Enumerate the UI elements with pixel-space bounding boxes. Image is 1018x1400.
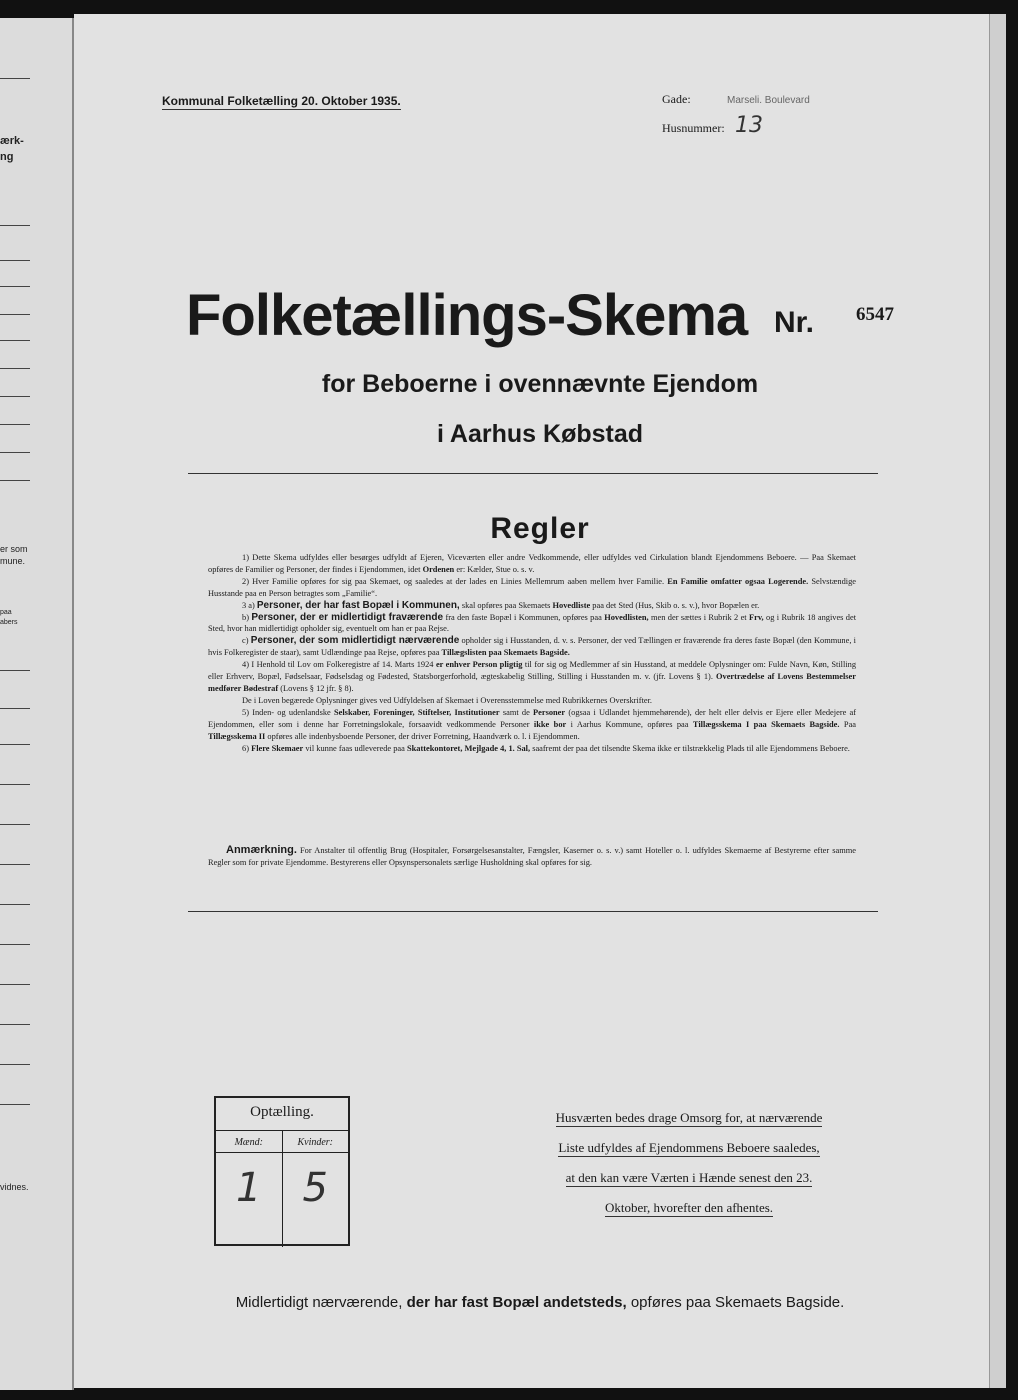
landlord-notice bbox=[514, 1110, 864, 1230]
rule-6: 6) Flere Skemaer vil kunne faas udleverede paa Skattekontoret, Mejlgade 4, 1. Sal, saafremt der paa det tilsendte Skema ikke er tilstrækkelig Plads til alle Ejendommens Beboere. bbox=[242, 743, 850, 753]
left-rule bbox=[0, 1104, 30, 1105]
left-rule bbox=[0, 340, 30, 341]
rule-1: 1) Dette Skema udfyldes eller besørges udfyldt af Ejeren, Viceværten eller andre Vedkommende, eller udfyldes ved Cirkulation blandt Ejendommens Beboere. — Paa Skemaet opføres de Familier og Personer, der findes i Ejendommen, idet Ordenen er: Kælder, Stue o. s. v. bbox=[208, 553, 856, 574]
left-rule bbox=[0, 1064, 30, 1065]
house-number-row bbox=[662, 113, 810, 138]
street-row bbox=[662, 92, 810, 107]
left-rule bbox=[0, 984, 30, 985]
men-label: Mænd: bbox=[216, 1131, 282, 1153]
form-number: 6547 bbox=[856, 304, 894, 325]
rules-text bbox=[208, 552, 856, 754]
left-fragment: mune. bbox=[0, 556, 26, 566]
left-rule bbox=[0, 396, 30, 397]
footer-part: Midlertidigt nærværende, bbox=[235, 1294, 403, 1311]
divider bbox=[188, 911, 878, 912]
left-rule bbox=[0, 824, 30, 825]
form-subtitle: for Beboerne i ovennævnte Ejendom bbox=[321, 370, 759, 398]
left-rule bbox=[0, 670, 30, 671]
count-columns bbox=[216, 1131, 348, 1247]
remark-text: For Anstalter til offentlig Brug (Hospitaler, Forsørgelsesanstalter, Fængsler, Kaserner o. s. v.) samt Hoteller o. l. udfyldes Skemaerne af Bestyrerne efter samme Regler som for private Ejendomme. Bestyrerens eller Opsynspersonalets særlige Husholdning skal opføres for sig. bbox=[208, 846, 856, 867]
left-rule bbox=[0, 944, 30, 945]
left-rule bbox=[0, 1024, 30, 1025]
rule-3a: 3 a) Personer, der har fast Bopæl i Kommunen, skal opføres paa Skemaets Hovedliste paa det Sted (Hus, Skib o. s. v.), hvor Bopælen er. bbox=[242, 599, 760, 611]
landlord-line: Oktober, hvorefter den afhentes. bbox=[604, 1200, 774, 1215]
remark bbox=[208, 845, 856, 869]
street-label: Gade: bbox=[662, 92, 691, 106]
left-rule bbox=[0, 904, 30, 905]
rule-3b: b) Personer, der er midlertidigt fraværende fra den faste Bopæl i Kommunen, opføres paa Hovedlisten, men der sættes i Rubrik 2 et Frv, og i Rubrik 18 angives det Sted, hvor han midlertidigt opholder sig, eventuelt om han er paa Rejse. bbox=[208, 611, 857, 634]
page-edge bbox=[989, 14, 1006, 1388]
men-column bbox=[216, 1131, 282, 1247]
left-fragment: vidnes. bbox=[0, 1182, 29, 1192]
women-column bbox=[282, 1131, 349, 1247]
left-rule bbox=[0, 784, 30, 785]
divider bbox=[188, 473, 878, 474]
women-label: Kvinder: bbox=[283, 1131, 349, 1153]
census-date-header: Kommunal Folketælling 20. Oktober 1935. bbox=[162, 94, 401, 108]
footer-part-bold: der har fast Bopæl andetsteds, bbox=[406, 1294, 627, 1311]
rule-4-cont: De i Loven begærede Oplysninger gives ved Udfyldelsen af Skemaet i Overensstemmelse med Rubrikkernes Overskrifter. bbox=[242, 695, 653, 705]
rule-5: 5) Inden- og udenlandske Selskaber, Foreninger, Stiftelser, Institutioner samt de Personer (ogsaa i Udlandet hjemmehørende), der helt eller delvis er Ejere eller Medejere af Ejendommen, eller som i denne har Forretningslokale, forsaavidt vedkommende Personer ikke bor i Aarhus Kommune, opføres paa Tillægsskema I paa Skemaets Bagside. Paa Tillægsskema II opføres alle indenbysboende Personer, der driver Forretning, Haandværk o. l. i Ejendommen. bbox=[208, 707, 857, 741]
form-title: Folketællings-Skema bbox=[186, 283, 748, 348]
street-value: Marseli. Boulevard bbox=[727, 95, 810, 106]
landlord-line: Husværten bedes drage Omsorg for, at nærværende bbox=[555, 1110, 823, 1125]
left-rule bbox=[0, 78, 30, 79]
left-fragment: paa bbox=[0, 609, 12, 616]
left-rule bbox=[0, 452, 30, 453]
rule-2: 2) Hver Familie opføres for sig paa Skemaet, og saaledes at der lades en Linies Mellemrum aaben mellem hver Familie. En Familie omfatter ogsaa Logerende. Selvstændige Husstande paa en Person betragtes som „Familie“. bbox=[208, 576, 857, 598]
census-form-page bbox=[74, 14, 1006, 1388]
count-box bbox=[214, 1096, 350, 1246]
house-number-value: 13 bbox=[735, 113, 763, 138]
left-fragment: ærk- bbox=[0, 135, 24, 147]
left-rule bbox=[0, 424, 30, 425]
house-number-label: Husnummer: bbox=[662, 121, 725, 135]
rule-4: 4) I Henhold til Lov om Folkeregistre af 14. Marts 1924 er enhver Person pligtig til for sig og Medlemmer af sin Husstand, at meddele Oplysninger om: Fulde Navn, Køn, Stilling eller Erhverv, Bopæl, Fødselsaar, Fødselsdag og Fødested, Statsborgerforhold, ægteskabelig Stilling, Stilling i Husstanden m. v. (jfr. Lovens § 1). Overtrædelse af Lovens Bestemmelser medfører Bødestraf (Lovens § 12 jfr. § 8). bbox=[208, 660, 857, 693]
left-rule bbox=[0, 708, 30, 709]
footer-part: opføres paa Skemaets Bagside. bbox=[630, 1294, 845, 1311]
left-rule bbox=[0, 286, 30, 287]
left-rule bbox=[0, 480, 30, 481]
remark-label: Anmærkning. bbox=[226, 844, 297, 856]
landlord-line: Liste udfyldes af Ejendommens Beboere saaledes, bbox=[558, 1140, 820, 1155]
left-rule bbox=[0, 314, 30, 315]
form-subtitle-town: i Aarhus Købstad bbox=[436, 420, 644, 448]
left-rule bbox=[0, 368, 30, 369]
left-fragment: ng bbox=[0, 151, 14, 163]
left-rule bbox=[0, 260, 30, 261]
address-block bbox=[662, 92, 810, 138]
footer-note bbox=[74, 1294, 1006, 1311]
left-fragment: abers bbox=[0, 619, 18, 626]
landlord-line: at den kan være Værten i Hænde senest den 23. bbox=[565, 1170, 813, 1185]
left-rule bbox=[0, 744, 30, 745]
men-count: 1 bbox=[236, 1165, 262, 1211]
left-rule bbox=[0, 225, 30, 226]
rule-3c: c) Personer, der som midlertidigt nærværende opholder sig i Husstanden, d. v. s. Personer, der ved Tællingen er fraværende fra deres faste Bopæl (den Kommune, i hvis Folkeregister de staar), samt Udlændinge paa Rejse, opføres paa Tillægslisten paa Skemaets Bagside. bbox=[208, 635, 857, 658]
form-number-label: Nr. bbox=[774, 306, 815, 339]
count-title: Optælling. bbox=[216, 1098, 348, 1131]
rules-heading: Regler bbox=[490, 512, 590, 545]
left-fragment: er som bbox=[0, 544, 28, 554]
women-count: 5 bbox=[302, 1165, 328, 1211]
left-page-edge bbox=[0, 18, 74, 1390]
left-rule bbox=[0, 864, 30, 865]
